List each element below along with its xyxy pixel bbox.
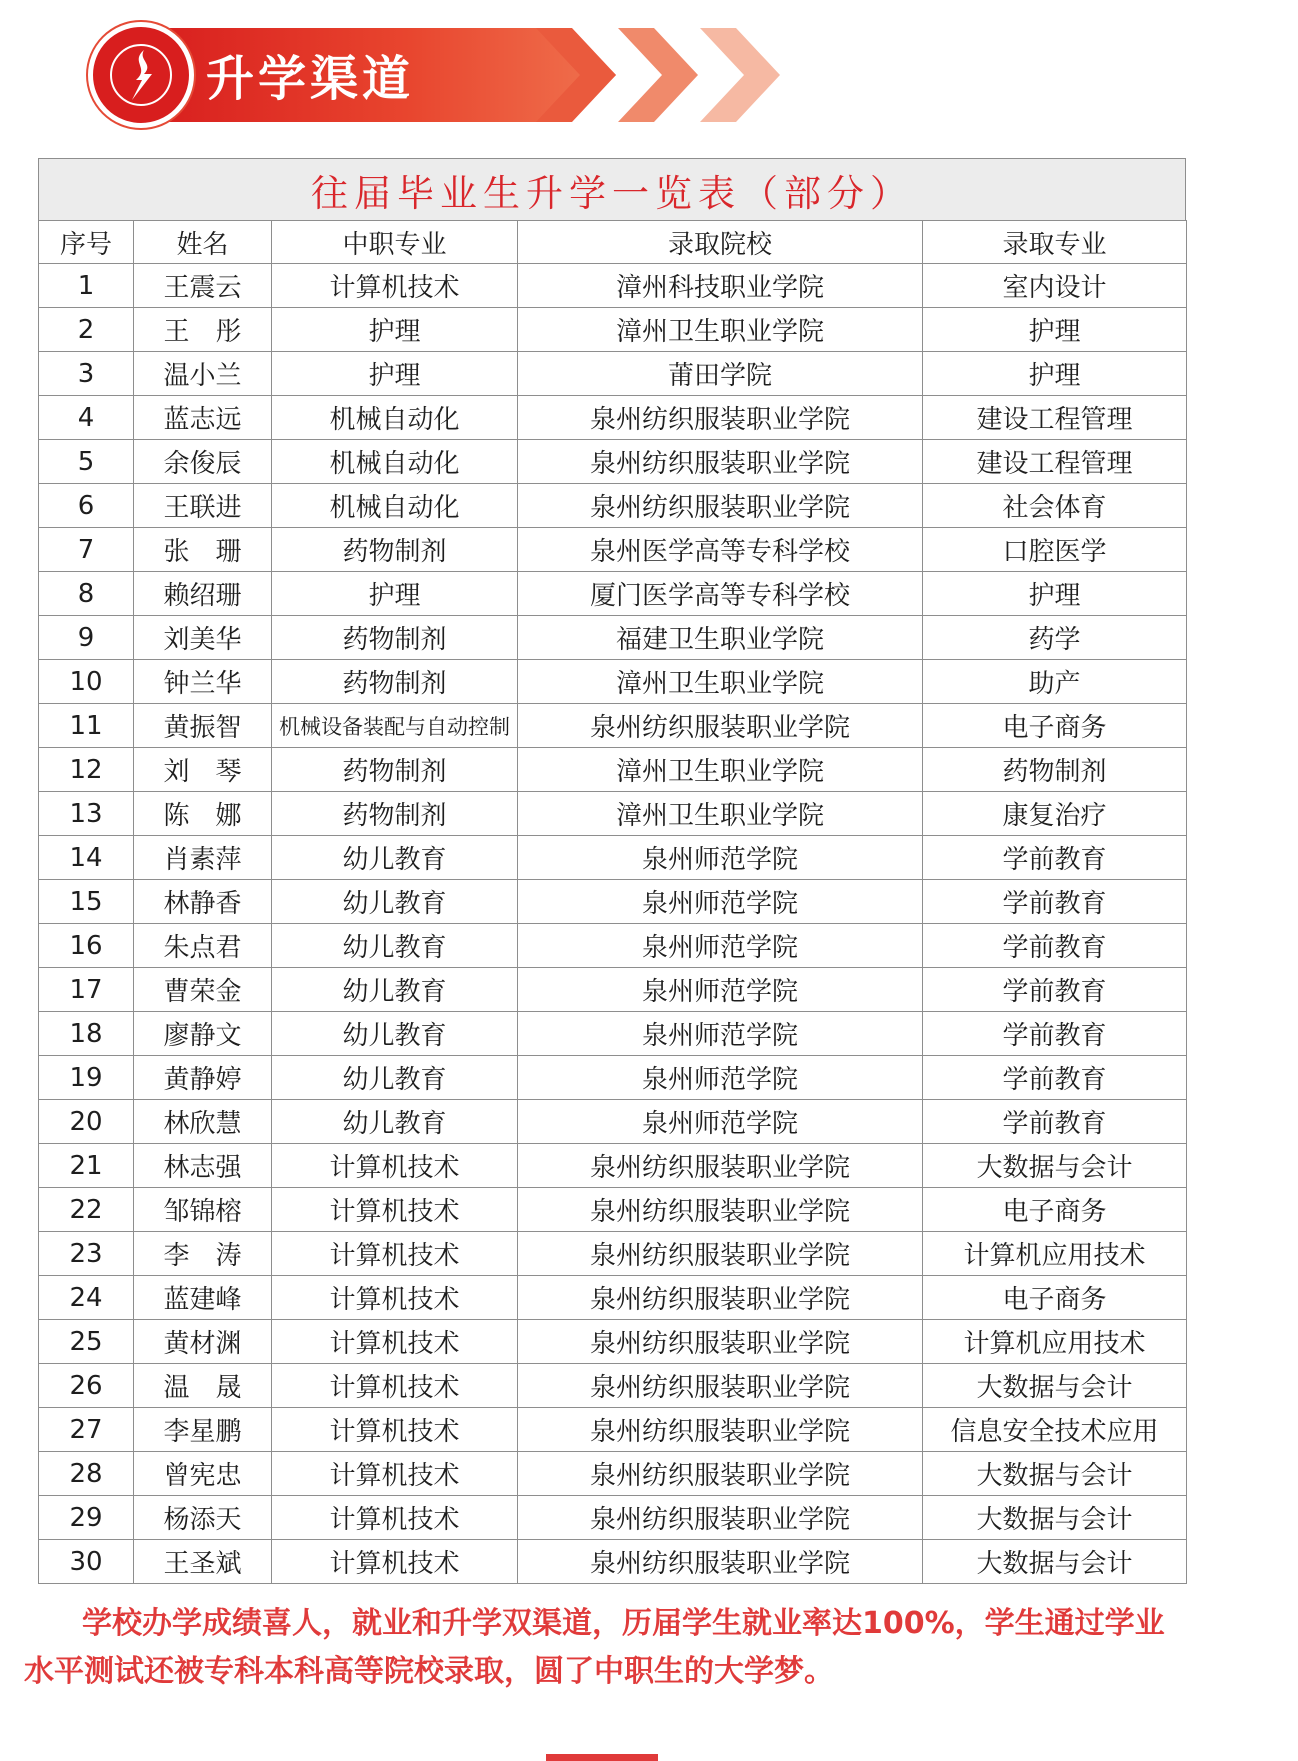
cell-major: 药物制剂	[272, 660, 518, 704]
cell-name: 林欣慧	[134, 1100, 272, 1144]
cell-college: 泉州纺织服装职业学院	[518, 1320, 923, 1364]
table-title: 往届毕业生升学一览表（部分）	[38, 158, 1186, 220]
table-row	[39, 1056, 1187, 1100]
cell-index: 8	[39, 572, 134, 616]
cell-college: 漳州卫生职业学院	[518, 308, 923, 352]
table-header-row	[39, 221, 1187, 264]
header-college: 录取院校	[518, 221, 923, 264]
cell-college: 泉州师范学院	[518, 880, 923, 924]
cell-college: 泉州纺织服装职业学院	[518, 1276, 923, 1320]
cell-admitted-major: 学前教育	[923, 1012, 1187, 1056]
cell-admitted-major: 康复治疗	[923, 792, 1187, 836]
cell-admitted-major: 助产	[923, 660, 1187, 704]
cell-major: 机械设备装配与自动控制	[272, 704, 518, 748]
cell-admitted-major: 大数据与会计	[923, 1496, 1187, 1540]
cell-college: 泉州纺织服装职业学院	[518, 1496, 923, 1540]
cell-admitted-major: 计算机应用技术	[923, 1320, 1187, 1364]
cell-name: 温小兰	[134, 352, 272, 396]
cell-index: 26	[39, 1364, 134, 1408]
cell-index: 28	[39, 1452, 134, 1496]
cell-college: 泉州师范学院	[518, 968, 923, 1012]
cell-index: 12	[39, 748, 134, 792]
cell-major: 药物制剂	[272, 792, 518, 836]
cell-major: 幼儿教育	[272, 968, 518, 1012]
cell-admitted-major: 学前教育	[923, 1056, 1187, 1100]
chevron-right-icon	[700, 28, 780, 122]
cell-name: 王震云	[134, 264, 272, 308]
cell-index: 17	[39, 968, 134, 1012]
cell-name: 邹锦榕	[134, 1188, 272, 1232]
cell-index: 24	[39, 1276, 134, 1320]
cell-admitted-major: 信息安全技术应用	[923, 1408, 1187, 1452]
cell-college: 泉州师范学院	[518, 1056, 923, 1100]
cell-major: 护理	[272, 308, 518, 352]
cell-college: 泉州纺织服装职业学院	[518, 1452, 923, 1496]
cell-index: 16	[39, 924, 134, 968]
cell-college: 漳州卫生职业学院	[518, 660, 923, 704]
cell-major: 护理	[272, 572, 518, 616]
cell-index: 19	[39, 1056, 134, 1100]
cell-major: 计算机技术	[272, 1364, 518, 1408]
cell-name: 陈 娜	[134, 792, 272, 836]
cell-index: 13	[39, 792, 134, 836]
footer-line-1: 学校办学成绩喜人，就业和升学双渠道，历届学生就业率达100%，学生通过学业	[82, 1606, 1165, 1641]
cell-name: 曹荣金	[134, 968, 272, 1012]
cell-college: 福建卫生职业学院	[518, 616, 923, 660]
cell-major: 计算机技术	[272, 1540, 518, 1584]
table-row	[39, 968, 1187, 1012]
cell-major: 幼儿教育	[272, 880, 518, 924]
cell-admitted-major: 电子商务	[923, 1188, 1187, 1232]
cell-admitted-major: 药学	[923, 616, 1187, 660]
cell-major: 计算机技术	[272, 1320, 518, 1364]
cell-major: 幼儿教育	[272, 924, 518, 968]
cell-admitted-major: 学前教育	[923, 1100, 1187, 1144]
table-row	[39, 704, 1187, 748]
cell-admitted-major: 口腔医学	[923, 528, 1187, 572]
cell-name: 廖静文	[134, 1012, 272, 1056]
cell-name: 温 晟	[134, 1364, 272, 1408]
cell-major: 计算机技术	[272, 1276, 518, 1320]
cell-name: 赖绍珊	[134, 572, 272, 616]
cell-name: 蓝建峰	[134, 1276, 272, 1320]
cell-admitted-major: 大数据与会计	[923, 1364, 1187, 1408]
cell-major: 护理	[272, 352, 518, 396]
cell-admitted-major: 电子商务	[923, 1276, 1187, 1320]
cell-major: 计算机技术	[272, 1144, 518, 1188]
cell-college: 泉州纺织服装职业学院	[518, 1188, 923, 1232]
cell-major: 幼儿教育	[272, 836, 518, 880]
cell-admitted-major: 社会体育	[923, 484, 1187, 528]
cell-index: 25	[39, 1320, 134, 1364]
cell-index: 10	[39, 660, 134, 704]
cell-major: 幼儿教育	[272, 1100, 518, 1144]
cell-college: 漳州卫生职业学院	[518, 792, 923, 836]
logo-emblem-icon	[106, 40, 176, 110]
table-row	[39, 1232, 1187, 1276]
admission-list	[38, 220, 1187, 1584]
table-row	[39, 572, 1187, 616]
cell-major: 幼儿教育	[272, 1056, 518, 1100]
cell-name: 张 珊	[134, 528, 272, 572]
cell-name: 钟兰华	[134, 660, 272, 704]
cell-college: 漳州科技职业学院	[518, 264, 923, 308]
cell-major: 计算机技术	[272, 1188, 518, 1232]
cell-index: 6	[39, 484, 134, 528]
cell-college: 泉州师范学院	[518, 1100, 923, 1144]
table-row	[39, 1496, 1187, 1540]
cell-major: 机械自动化	[272, 396, 518, 440]
cell-college: 泉州纺织服装职业学院	[518, 440, 923, 484]
cell-major: 药物制剂	[272, 528, 518, 572]
cell-admitted-major: 室内设计	[923, 264, 1187, 308]
cell-name: 黄材渊	[134, 1320, 272, 1364]
cell-major: 机械自动化	[272, 440, 518, 484]
cell-index: 5	[39, 440, 134, 484]
cell-college: 泉州师范学院	[518, 924, 923, 968]
banner-title: 升学渠道	[206, 51, 415, 107]
table-row	[39, 484, 1187, 528]
cell-name: 杨添天	[134, 1496, 272, 1540]
table-row	[39, 660, 1187, 704]
cell-index: 1	[39, 264, 134, 308]
cell-admitted-major: 学前教育	[923, 880, 1187, 924]
cell-index: 29	[39, 1496, 134, 1540]
cell-admitted-major: 大数据与会计	[923, 1452, 1187, 1496]
cell-college: 泉州纺织服装职业学院	[518, 704, 923, 748]
cell-name: 蓝志远	[134, 396, 272, 440]
table-row	[39, 1320, 1187, 1364]
cell-college: 泉州师范学院	[518, 1012, 923, 1056]
table-row	[39, 1540, 1187, 1584]
cell-admitted-major: 学前教育	[923, 968, 1187, 1012]
cell-name: 曾宪忠	[134, 1452, 272, 1496]
table-row	[39, 1188, 1187, 1232]
cell-name: 黄振智	[134, 704, 272, 748]
cell-name: 王 彤	[134, 308, 272, 352]
cell-college: 泉州纺织服装职业学院	[518, 396, 923, 440]
cell-index: 14	[39, 836, 134, 880]
admission-table	[38, 158, 1186, 1584]
cell-index: 22	[39, 1188, 134, 1232]
cell-name: 林志强	[134, 1144, 272, 1188]
school-logo-icon	[88, 22, 194, 128]
cell-name: 余俊辰	[134, 440, 272, 484]
cell-college: 泉州纺织服装职业学院	[518, 1144, 923, 1188]
cell-admitted-major: 大数据与会计	[923, 1540, 1187, 1584]
table-row	[39, 308, 1187, 352]
cell-admitted-major: 建设工程管理	[923, 440, 1187, 484]
cell-admitted-major: 护理	[923, 572, 1187, 616]
cell-index: 2	[39, 308, 134, 352]
chevron-right-icon	[618, 28, 698, 122]
table-row	[39, 528, 1187, 572]
table-row	[39, 1100, 1187, 1144]
cell-admitted-major: 学前教育	[923, 924, 1187, 968]
header-major: 中职专业	[272, 221, 518, 264]
cell-admitted-major: 学前教育	[923, 836, 1187, 880]
cell-major: 计算机技术	[272, 1408, 518, 1452]
table-row	[39, 1408, 1187, 1452]
cell-name: 王联进	[134, 484, 272, 528]
table-row	[39, 1144, 1187, 1188]
cell-college: 泉州师范学院	[518, 836, 923, 880]
cell-name: 黄静婷	[134, 1056, 272, 1100]
cell-college: 漳州卫生职业学院	[518, 748, 923, 792]
table-row	[39, 792, 1187, 836]
cell-name: 朱点君	[134, 924, 272, 968]
cell-admitted-major: 护理	[923, 352, 1187, 396]
cell-name: 李 涛	[134, 1232, 272, 1276]
bottom-divider	[546, 1754, 658, 1761]
table-row	[39, 264, 1187, 308]
cell-index: 20	[39, 1100, 134, 1144]
table-row	[39, 396, 1187, 440]
cell-index: 30	[39, 1540, 134, 1584]
table-row	[39, 616, 1187, 660]
cell-index: 9	[39, 616, 134, 660]
cell-index: 3	[39, 352, 134, 396]
table-row	[39, 1012, 1187, 1056]
cell-index: 18	[39, 1012, 134, 1056]
cell-index: 4	[39, 396, 134, 440]
header-banner	[88, 22, 788, 128]
header-index: 序号	[39, 221, 134, 264]
cell-admitted-major: 计算机应用技术	[923, 1232, 1187, 1276]
cell-name: 刘美华	[134, 616, 272, 660]
cell-index: 23	[39, 1232, 134, 1276]
cell-name: 李星鹏	[134, 1408, 272, 1452]
cell-college: 泉州纺织服装职业学院	[518, 1408, 923, 1452]
cell-college: 泉州纺织服装职业学院	[518, 1540, 923, 1584]
table-row	[39, 352, 1187, 396]
header-name: 姓名	[134, 221, 272, 264]
cell-major: 药物制剂	[272, 616, 518, 660]
cell-name: 王圣斌	[134, 1540, 272, 1584]
cell-name: 林静香	[134, 880, 272, 924]
cell-index: 15	[39, 880, 134, 924]
cell-major: 药物制剂	[272, 748, 518, 792]
table-row	[39, 836, 1187, 880]
table-row	[39, 1364, 1187, 1408]
table-row	[39, 880, 1187, 924]
cell-index: 11	[39, 704, 134, 748]
footer-line-2: 水平测试还被专科本科高等院校录取，圆了中职生的大学梦。	[24, 1654, 834, 1689]
cell-major: 计算机技术	[272, 264, 518, 308]
cell-index: 7	[39, 528, 134, 572]
table-row	[39, 924, 1187, 968]
cell-index: 27	[39, 1408, 134, 1452]
cell-admitted-major: 大数据与会计	[923, 1144, 1187, 1188]
cell-admitted-major: 电子商务	[923, 704, 1187, 748]
cell-index: 21	[39, 1144, 134, 1188]
cell-name: 肖素萍	[134, 836, 272, 880]
cell-admitted-major: 护理	[923, 308, 1187, 352]
cell-major: 计算机技术	[272, 1452, 518, 1496]
table-row	[39, 1276, 1187, 1320]
cell-major: 幼儿教育	[272, 1012, 518, 1056]
cell-college: 厦门医学高等专科学校	[518, 572, 923, 616]
footer-text	[24, 1600, 1224, 1696]
cell-admitted-major: 建设工程管理	[923, 396, 1187, 440]
cell-college: 泉州纺织服装职业学院	[518, 1364, 923, 1408]
cell-college: 泉州纺织服装职业学院	[518, 1232, 923, 1276]
table-row	[39, 748, 1187, 792]
cell-major: 机械自动化	[272, 484, 518, 528]
header-admitted-major: 录取专业	[923, 221, 1187, 264]
cell-major: 计算机技术	[272, 1496, 518, 1540]
table-row	[39, 440, 1187, 484]
cell-college: 莆田学院	[518, 352, 923, 396]
cell-college: 泉州医学高等专科学校	[518, 528, 923, 572]
cell-college: 泉州纺织服装职业学院	[518, 484, 923, 528]
table-row	[39, 1452, 1187, 1496]
cell-major: 计算机技术	[272, 1232, 518, 1276]
cell-name: 刘 琴	[134, 748, 272, 792]
cell-admitted-major: 药物制剂	[923, 748, 1187, 792]
table-body	[39, 264, 1187, 1584]
